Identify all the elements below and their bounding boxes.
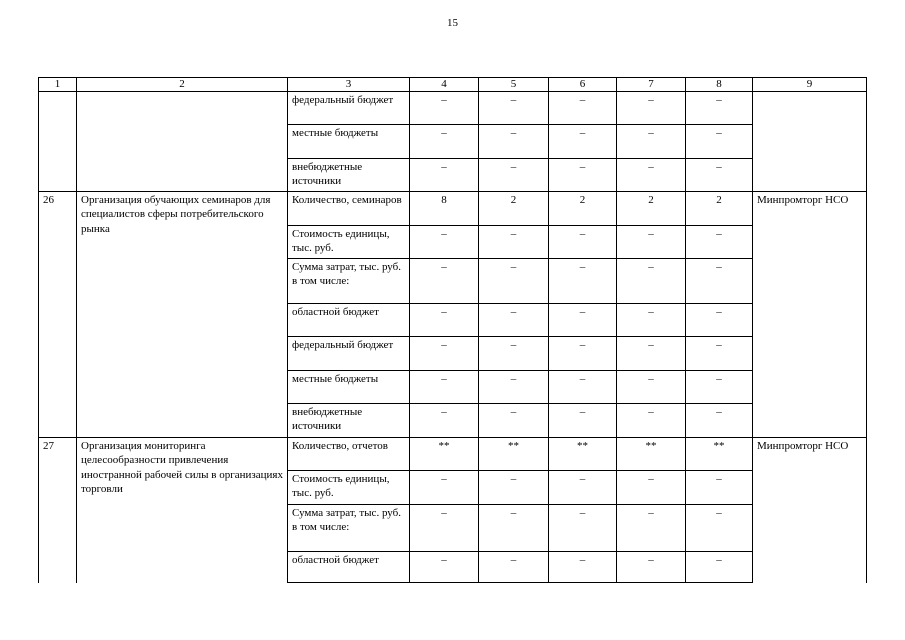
- indicator-label: Сумма затрат, тыс. руб. в том числе:: [288, 505, 410, 552]
- value-cell: –: [549, 125, 617, 159]
- value-cell: –: [549, 226, 617, 259]
- value-cell: –: [549, 159, 617, 192]
- value-cell: –: [617, 125, 686, 159]
- value-cell: –: [686, 404, 753, 438]
- value-cell: –: [549, 304, 617, 337]
- value-cell: –: [617, 505, 686, 552]
- value-cell: –: [549, 92, 617, 125]
- indicator-label: внебюджетные источники: [288, 159, 410, 192]
- value-cell: –: [410, 371, 479, 404]
- indicator-label: местные бюджеты: [288, 371, 410, 404]
- value-cell: –: [479, 337, 549, 371]
- header-cell: 8: [686, 78, 753, 92]
- value-cell: –: [410, 552, 479, 583]
- value-cell: –: [686, 505, 753, 552]
- header-row: [39, 78, 867, 92]
- indicator-label: Количество, семинаров: [288, 192, 410, 226]
- value-cell: 2: [479, 192, 549, 226]
- value-cell: –: [479, 92, 549, 125]
- indicator-label: местные бюджеты: [288, 125, 410, 159]
- program-table: [38, 77, 867, 583]
- header-cell: 5: [479, 78, 549, 92]
- item-name: Организация обучающих семинаров для специалистов сферы потребительского рынка: [77, 192, 288, 438]
- indicator-label: федеральный бюджет: [288, 92, 410, 125]
- value-cell: **: [479, 438, 549, 471]
- value-cell: –: [410, 92, 479, 125]
- executor: Минпромторг НСО: [753, 192, 867, 438]
- value-cell: –: [617, 552, 686, 583]
- value-cell: –: [686, 304, 753, 337]
- indicator-label: федеральный бюджет: [288, 337, 410, 371]
- value-cell: –: [549, 404, 617, 438]
- value-cell: **: [549, 438, 617, 471]
- value-cell: –: [617, 404, 686, 438]
- indicator-label: Стоимость единицы, тыс. руб.: [288, 471, 410, 505]
- value-cell: 2: [617, 192, 686, 226]
- value-cell: –: [686, 92, 753, 125]
- value-cell: –: [549, 471, 617, 505]
- header-cell: 2: [77, 78, 288, 92]
- value-cell: –: [686, 125, 753, 159]
- value-cell: –: [686, 226, 753, 259]
- value-cell: –: [617, 471, 686, 505]
- value-cell: –: [686, 371, 753, 404]
- table-row: [39, 92, 867, 125]
- item-name-cell: [77, 92, 288, 192]
- value-cell: –: [410, 159, 479, 192]
- value-cell: –: [617, 159, 686, 192]
- value-cell: –: [686, 552, 753, 583]
- value-cell: 2: [549, 192, 617, 226]
- value-cell: –: [686, 337, 753, 371]
- value-cell: –: [410, 404, 479, 438]
- header-cell: 6: [549, 78, 617, 92]
- indicator-label: областной бюджет: [288, 304, 410, 337]
- value-cell: –: [617, 337, 686, 371]
- indicator-label: внебюджетные источники: [288, 404, 410, 438]
- value-cell: –: [549, 505, 617, 552]
- value-cell: –: [686, 259, 753, 304]
- value-cell: –: [479, 159, 549, 192]
- value-cell: –: [410, 471, 479, 505]
- value-cell: –: [410, 226, 479, 259]
- value-cell: –: [686, 159, 753, 192]
- header-cell: 3: [288, 78, 410, 92]
- value-cell: **: [617, 438, 686, 471]
- value-cell: –: [479, 505, 549, 552]
- header-cell: 7: [617, 78, 686, 92]
- item-name: Организация мониторинга целесообразности привлечения иностранной рабочей силы в организациях торговли: [77, 438, 288, 583]
- item-number-cell: [39, 92, 77, 192]
- item-number: 27: [39, 438, 77, 583]
- value-cell: –: [479, 259, 549, 304]
- executor: Минпромторг НСО: [753, 438, 867, 583]
- value-cell: –: [617, 259, 686, 304]
- indicator-label: Стоимость единицы, тыс. руб.: [288, 226, 410, 259]
- indicator-label: Количество, отчетов: [288, 438, 410, 471]
- value-cell: 8: [410, 192, 479, 226]
- value-cell: –: [479, 304, 549, 337]
- item-number: 26: [39, 192, 77, 438]
- value-cell: –: [617, 226, 686, 259]
- value-cell: –: [410, 505, 479, 552]
- value-cell: –: [479, 371, 549, 404]
- value-cell: –: [617, 304, 686, 337]
- value-cell: **: [410, 438, 479, 471]
- indicator-label: областной бюджет: [288, 552, 410, 583]
- value-cell: –: [479, 404, 549, 438]
- value-cell: –: [479, 226, 549, 259]
- value-cell: –: [479, 552, 549, 583]
- page-number: 15: [447, 17, 458, 29]
- header-cell: 9: [753, 78, 867, 92]
- executor-cell: [753, 92, 867, 192]
- value-cell: –: [410, 259, 479, 304]
- value-cell: –: [617, 92, 686, 125]
- table-row: [39, 192, 867, 226]
- indicator-label: Сумма затрат, тыс. руб. в том числе:: [288, 259, 410, 304]
- value-cell: –: [617, 371, 686, 404]
- value-cell: –: [410, 337, 479, 371]
- value-cell: –: [549, 552, 617, 583]
- value-cell: 2: [686, 192, 753, 226]
- value-cell: –: [549, 371, 617, 404]
- header-cell: 1: [39, 78, 77, 92]
- value-cell: **: [686, 438, 753, 471]
- header-cell: 4: [410, 78, 479, 92]
- value-cell: –: [410, 304, 479, 337]
- value-cell: –: [686, 471, 753, 505]
- value-cell: –: [479, 471, 549, 505]
- value-cell: –: [549, 259, 617, 304]
- value-cell: –: [549, 337, 617, 371]
- value-cell: –: [479, 125, 549, 159]
- table-row: [39, 438, 867, 471]
- value-cell: –: [410, 125, 479, 159]
